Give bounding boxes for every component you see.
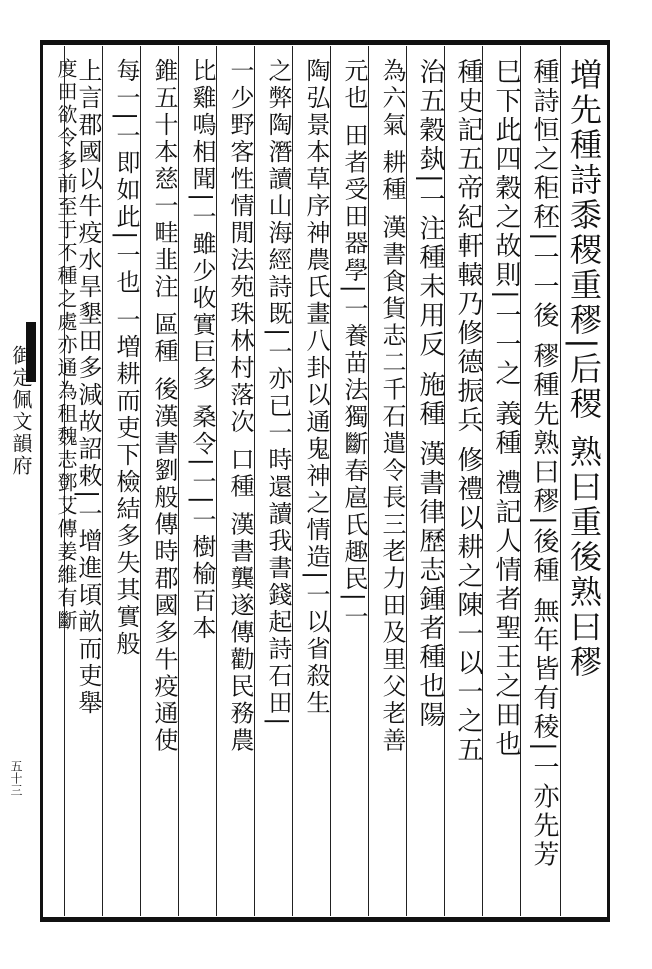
text-column: 一少野客性情閒法苑珠林村落次 口種 漢書龔遂傳勸民務農 [226, 58, 254, 755]
top-border [40, 40, 610, 45]
text-column: 之弊陶潛讀山海經詩既|一亦已一時還讀我書錢起詩石田| [264, 58, 292, 729]
text-column: 為六氣 耕種 漢書食貨志二千石遣令長三老力田及里父老善 [378, 58, 406, 755]
bottom-border [40, 917, 610, 922]
margin-book-title: 御定佩文韻府 [9, 345, 33, 477]
text-column: 種詩恒之秬秠|一一後 穋種先熟曰穋|後種 無年皆有稜|一亦先芳 [529, 58, 559, 870]
text-column: 治五穀埶|一注種未用反 施種 漢書律歷志鍾者種也陽 [415, 58, 445, 731]
right-border [607, 40, 610, 922]
text-column: 元也 田者受田器學|一養苗法獨斷春扈氏趣民|一 [340, 58, 368, 631]
text-column: 増先種詩黍稷重穋|后稷 熟曰重後熟曰穋 [565, 58, 603, 680]
text-column: 上言郡國以牛疫水旱墾田多減故詔敕|一增進頃畝而吏舉 [74, 58, 102, 718]
page-number: 五十三 [9, 760, 23, 796]
text-column: 度田欲令多前至于不種之處亦通為租魏志鄧艾傳姜維有斷 [54, 58, 78, 633]
text-column: 種史記五帝紀軒轅乃修德振兵 修禮以耕之陳一以一之五 [453, 58, 483, 766]
text-column: 每一|一即如此|一也 一増耕而吏下檢結多失其實般 [112, 58, 140, 658]
text-column: 巳下此四穀之故則|一一之 義種 禮記人情者聖王之田也 [491, 58, 521, 760]
text-column: 陶弘景本草序神農氏畫八卦以通鬼神之情造|一以省殺生 [302, 58, 330, 718]
left-border [40, 40, 43, 922]
text-column: 錐五十本慈一畦韭注 區種 後漢書劉般傳時郡國多牛疫通使 [150, 58, 178, 755]
text-column: 比雞鳴相聞|一雖少收實巨多 桑令|一|一樹榆百本 [188, 58, 216, 642]
